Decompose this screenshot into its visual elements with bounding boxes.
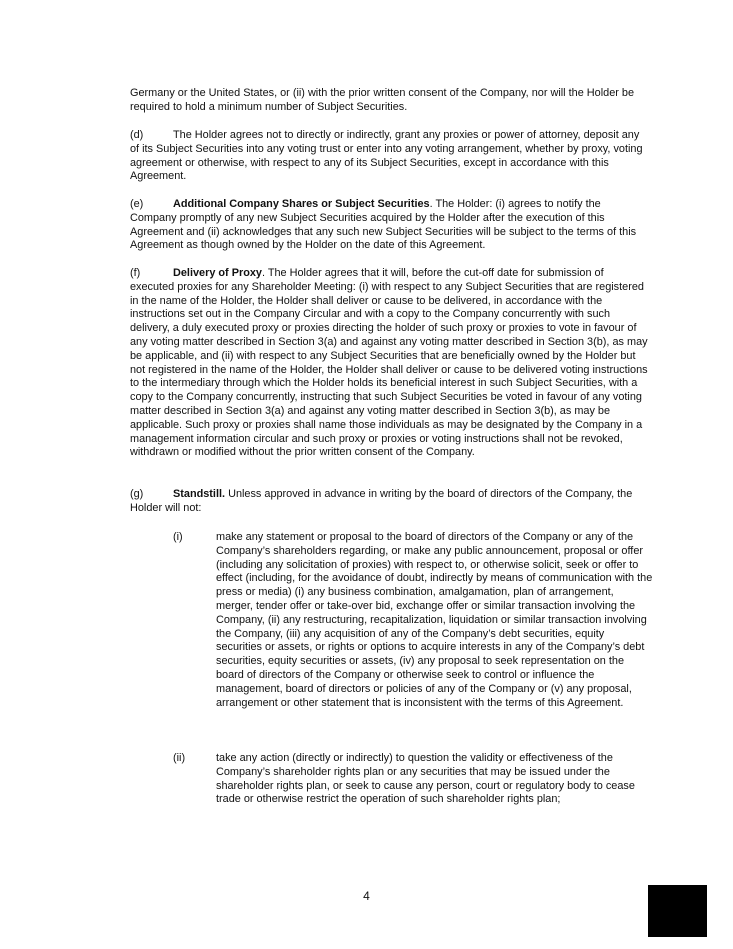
redaction-block bbox=[648, 885, 707, 937]
clause-f bbox=[130, 267, 650, 460]
clause-text: Unless approved in advance in writing by the board of directors of the Company, the Holder will not: bbox=[130, 488, 633, 514]
subclause-number: (i) bbox=[173, 531, 183, 543]
clause-heading: Additional Company Shares or Subject Securities bbox=[173, 198, 430, 210]
subclause-text: make any statement or proposal to the board of directors of the Company or any of the Company’s shareholders regarding, or make any public announcement, proposal or offer (including any solicitation of proxies) with respect to, or otherwise solicit, seek or offer to effect (including, for the avoidance of doubt, indirectly by means of communication with the press or media) (i) any business combination, amalgamation, plan of arrangement, merger, tender offer or take-over bid, exchange offer or similar transaction involving the Company, (ii) any restructuring, recapitalization, liquidation or similar transaction involving the Company, (iii) any acquisition of any of the Company’s debt securities, equity securities or assets, or rights or options to acquire interests in any of the Company’s debt securities, equity securities or assets, (iv) any proposal to seek representation on the board of directors of the Company or otherwise seek to control or influence the management, board of directors or policies of any of the Company or (v) any proposal, arrangement or other statement that is inconsistent with the terms of this Agreement. bbox=[216, 531, 653, 709]
clause-e bbox=[130, 198, 650, 253]
page-number: 4 bbox=[363, 889, 370, 903]
clause-text: . The Holder: (i) agrees to notify the Company promptly of any new Subject Securities acquired by the Holder after the execution of this Agreement and (ii) acknowledges that any such new Subject Securities will be subject to the terms of this Agreement as though owned by the Holder on the date of this Agreement. bbox=[130, 198, 637, 252]
clause-text: The Holder agrees not to directly or indirectly, grant any proxies or power of attorney, deposit any of its Subject Securities into any voting trust or enter into any voting arrangement, whether by proxy, voting agreement or otherwise, with respect to any of its Subject Securities, except in accordance with this Agreement. bbox=[130, 129, 643, 183]
clause-text: . The Holder agrees that it will, before the cut-off date for submission of executed proxies for any Shareholder Meeting: (i) with respect to any Subject Securities that are registered in the name of the Holder, the Holder shall deliver or cause to be delivered, in accordance with the instructions set out in the Company Circular and with a copy to the Company concurrently with such delivery, a duly executed proxy or proxies directing the holder of such proxy or proxies to vote in favour of any voting matter described in Section 3(a) and against any voting matter described in Section 3(b), as may be applicable, and (ii) with respect to any Subject Securities that are beneficially owned by the Holder but not registered in the name of the Holder, the Holder shall deliver or cause to be delivered voting instructions to the intermediary through which the Holder holds its beneficial interest in such Subject Securities, with a copy to the Company concurrently, instructing that such Subject Securities be voted in favour of any voting matter described in Section 3(a) and against any voting matter described in Section 3(b), as may be applicable. Such proxy or proxies shall name those individuals as may be designated by the Company in a management information circular and such proxy or proxies or voting instructions shall not be revoked, withdrawn or modified without the prior written consent of the Company. bbox=[130, 267, 648, 459]
clause-heading: Standstill. bbox=[173, 488, 226, 500]
subclause-number: (ii) bbox=[173, 752, 186, 764]
subclause-text: take any action (directly or indirectly) to question the validity or effectiveness of the Company’s shareholder rights plan or any securities that may be issued under the shareholder rights plan, or seek to cause any person, court or regulatory body to cease trade or otherwise restrict the operation of such shareholder rights plan; bbox=[216, 752, 635, 806]
clause-number: (f) bbox=[130, 267, 141, 279]
clause-d bbox=[130, 129, 650, 184]
clause-number: (g) bbox=[130, 488, 144, 500]
clause-number: (d) bbox=[130, 129, 144, 141]
clause-g bbox=[130, 488, 650, 516]
clause-number: (e) bbox=[130, 198, 144, 210]
clause-heading: Delivery of Proxy bbox=[173, 267, 262, 279]
paragraph-continuation: Germany or the United States, or (ii) with the prior written consent of the Company, nor will the Holder be required to hold a minimum number of Subject Securities. bbox=[130, 87, 635, 113]
